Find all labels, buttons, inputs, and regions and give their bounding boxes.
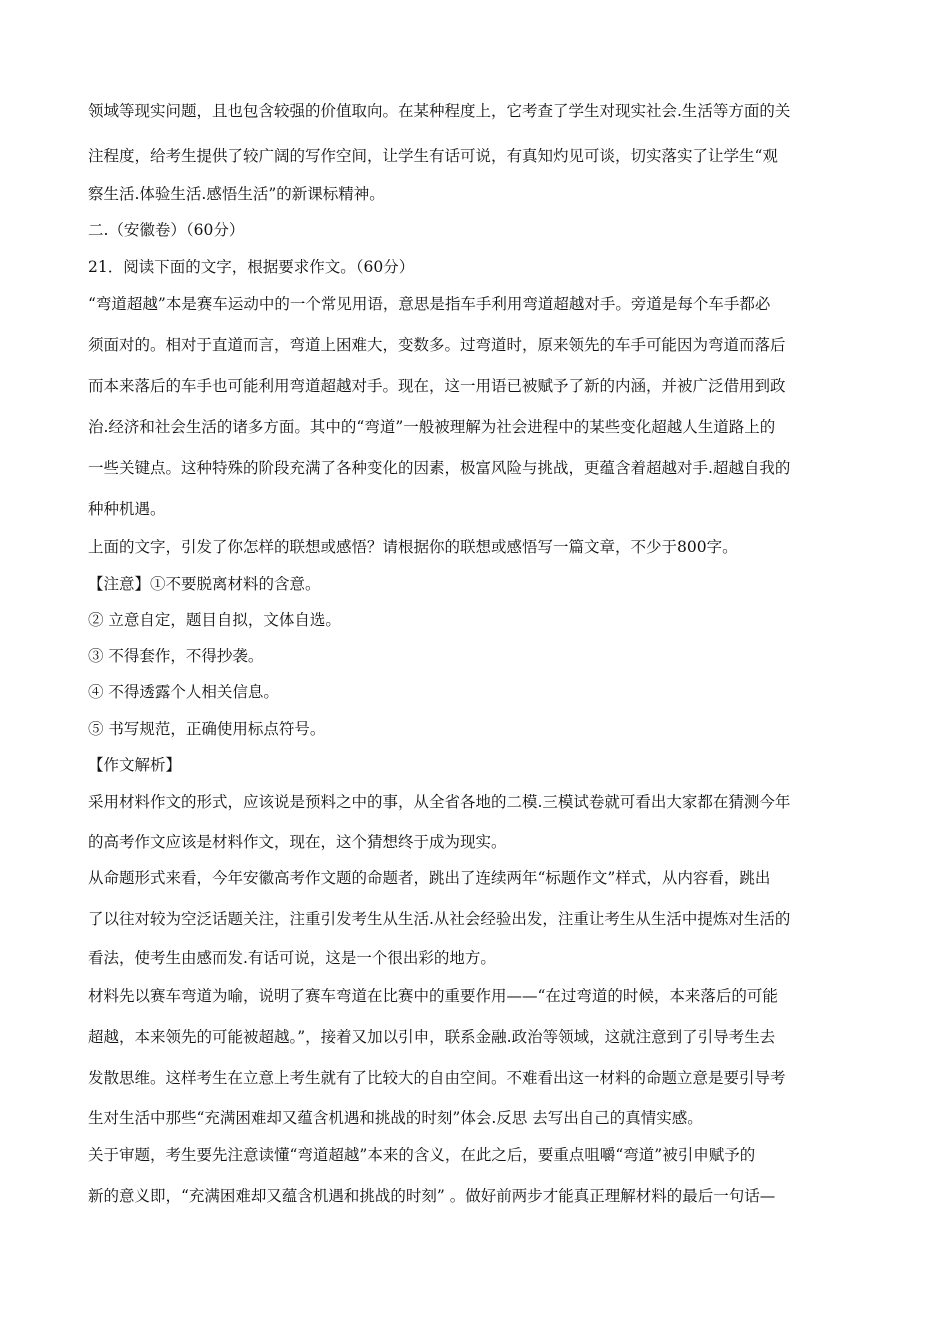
text-line: 领域等现实问题，且也包含较强的价值取向。在某种程度上，它考查了学生对现实社会.生活等方面的关 (88, 102, 791, 120)
text-line: 而本来落后的车手也可能利用弯道超越对手。现在，这一用语已被赋予了新的内涵，并被广泛借用到政 (88, 377, 786, 395)
text-line: 注程度，给考生提供了较广阔的写作空间，让学生有话可说，有真知灼见可谈，切实落实了让学生“观 (88, 147, 778, 165)
note-item: ③ 不得套作，不得抄袭。 (88, 647, 264, 665)
question-title: 21．阅读下面的文字，根据要求作文。（60分） (88, 258, 415, 276)
text-line: 种种机遇。 (88, 500, 166, 518)
analysis-heading: 【作文解析】 (88, 756, 182, 774)
text-line: 上面的文字，引发了你怎样的联想或感悟？请根据你的联想或感悟写一篇文章，不少于800字。 (88, 538, 738, 556)
text-line: 的高考作文应该是材料作文，现在，这个猜想终于成为现实。 (88, 833, 507, 851)
note-item: ② 立意自定，题目自拟，文体自选。 (88, 611, 341, 629)
text-line: 采用材料作文的形式，应该说是预料之中的事，从全省各地的二模.三模试卷就可看出大家都在猜测今年 (88, 793, 791, 811)
text-line: 了以往对较为空泛话题关注，注重引发考生从生活.从社会经验出发，注重让考生从生活中提炼对生活的 (88, 910, 791, 928)
text-line: 一些关键点。这种特殊的阶段充满了各种变化的因素，极富风险与挑战，更蕴含着超越对手.超越自我的 (88, 459, 791, 477)
note-item: 【注意】①不要脱离材料的含意。 (88, 575, 321, 593)
text-line: “弯道超越”本是赛车运动中的一个常见用语，意思是指车手利用弯道超越对手。旁道是每个车手都必 (88, 295, 771, 313)
text-line: 超越，本来领先的可能被超越。”，接着又加以引申，联系金融.政治等领域，这就注意到了引导考生去 (88, 1028, 776, 1046)
section-heading: 二.（安徽卷）（60分） (88, 221, 245, 239)
note-item: ⑤ 书写规范，正确使用标点符号。 (88, 720, 326, 738)
text-line: 关于审题，考生要先注意读懂“弯道超越”本来的含义，在此之后，要重点咀嚼“弯道”被引申赋予的 (88, 1146, 756, 1164)
text-line: 材料先以赛车弯道为喻，说明了赛车弯道在比赛中的重要作用——“在过弯道的时候，本来落后的可能 (88, 987, 778, 1005)
text-line: 察生活.体验生活.感悟生活”的新课标精神。 (88, 185, 385, 203)
text-line: 新的意义即，“充满困难却又蕴含机遇和挑战的时刻” 。做好前两步才能真正理解材料的最后一句话— (88, 1187, 776, 1205)
text-line: 从命题形式来看，今年安徽高考作文题的命题者，跳出了连续两年“标题作文”样式，从内容看，跳出 (88, 869, 771, 887)
text-line: 看法，使考生由感而发.有话可说，这是一个很出彩的地方。 (88, 949, 496, 967)
text-line: 发散思维。这样考生在立意上考生就有了比较大的自由空间。不难看出这一材料的命题立意是要引导考 (88, 1069, 786, 1087)
text-line: 治.经济和社会生活的诸多方面。其中的“弯道”一般被理解为社会进程中的某些变化超越人生道路上的 (88, 418, 776, 436)
note-item: ④ 不得透露个人相关信息。 (88, 683, 279, 701)
text-line: 须面对的。相对于直道而言，弯道上困难大，变数多。过弯道时，原来领先的车手可能因为弯道而落后 (88, 336, 786, 354)
text-line: 生对生活中那些“充满困难却又蕴含机遇和挑战的时刻”体会.反思 去写出自己的真情实感。 (88, 1109, 703, 1127)
